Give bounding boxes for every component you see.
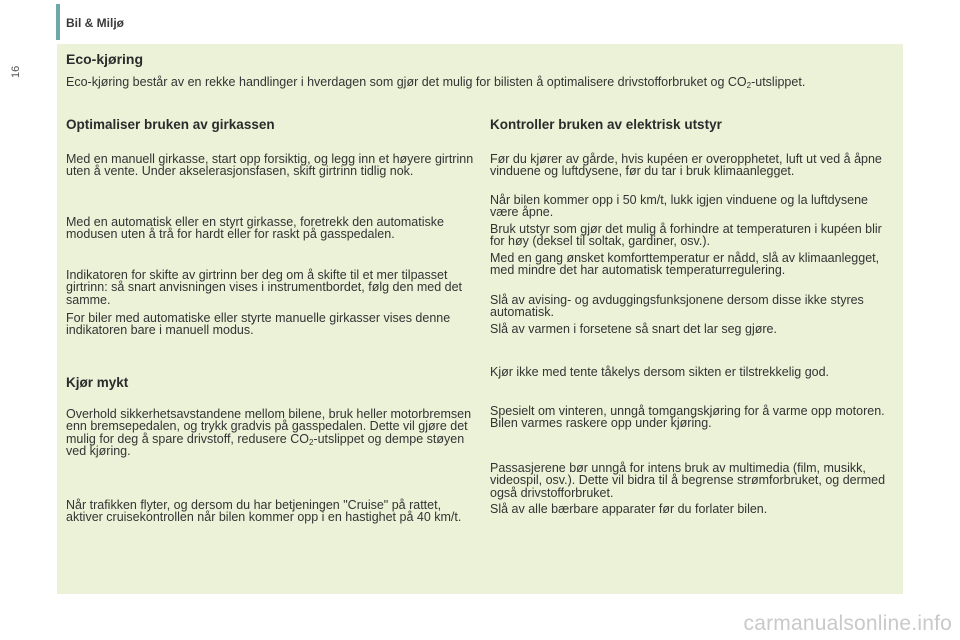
electric-paragraph-portable-devices: Slå av alle bærbare apparater før du forlater bilen. — [490, 502, 768, 516]
gearbox-heading: Optimaliser bruken av girkassen — [66, 117, 275, 132]
page-title: Eco-kjøring — [66, 51, 144, 67]
gearbox-paragraph-automatic: Med en automatisk eller en styrt girkasse, foretrekk den automatiske modusen uten å trå for hardt eller for raskt på gasspedalen. — [66, 215, 444, 242]
gearbox-paragraph-manual-mode: For biler med automatiske eller styrte manuelle girkasser vises denne indikatoren bare i manuell modus. — [66, 311, 451, 338]
smooth-driving-text: Overhold sikkerhetsavstandene mellom bilene, bruk heller motorbremsen enn bremsepedalen, og trykk gradvis på gasspedalen. Dette vil gjøre det mulig for deg å spare drivstoff, redusere CO — [66, 407, 472, 446]
electric-paragraph-windows: Når bilen kommer opp i 50 km/t, lukk igjen vinduene og la luftdysene være åpne. — [490, 193, 868, 220]
smooth-driving-heading: Kjør mykt — [66, 375, 129, 390]
electric-paragraph-seat-heating: Slå av varmen i forsetene så snart det lar seg gjøre. — [490, 322, 777, 336]
electric-paragraph-idling: Spesielt om vinteren, unngå tomgangskjøring for å varme opp motoren. Bilen varmes raskere opp under kjøring. — [490, 404, 885, 431]
electric-paragraph-multimedia: Passasjerene bør unngå for intens bruk av multimedia (film, musikk, videospil, osv.). Dette vil bidra til å begrense strømforbruket, og dermed også drivstofforbruket. — [490, 461, 886, 500]
electric-paragraph-climate: Med en gang ønsket komforttemperatur er nådd, slå av klimaanlegget, med mindre det har automatisk temperaturregulering. — [490, 251, 880, 278]
smooth-driving-text-end: -utslippet og dempe støyen ved kjøring. — [66, 431, 465, 459]
section-accent-bar — [56, 4, 60, 40]
page-number: 16 — [10, 65, 22, 78]
smooth-driving-paragraph — [66, 408, 476, 458]
intro-paragraph — [66, 76, 896, 89]
intro-subscript: 2 — [746, 81, 752, 90]
electric-paragraph-sun-cover: Bruk utstyr som gjør det mulig å forhindre at temperaturen i kupéen blir for høy (deksel til soltak, gardiner, osv.). — [490, 222, 882, 249]
cruise-control-paragraph: Når trafikken flyter, og dersom du har betjeningen "Cruise" på rattet, aktiver cruisekontrollen når bilen kommer opp i en hastighet på 40 km/t. — [66, 498, 462, 525]
electric-paragraph-defrost: Slå av avising- og avduggingsfunksjonene dersom disse ikke styres automatisk. — [490, 293, 864, 320]
section-label: Bil & Miljø — [66, 16, 124, 30]
intro-text-end: -utslippet. — [751, 75, 806, 89]
smooth-driving-subscript: 2 — [308, 437, 314, 447]
intro-text: Eco-kjøring består av en rekke handlinger i hverdagen som gjør det mulig for bilisten å optimalisere drivstofforbruket og CO — [66, 75, 747, 89]
electric-paragraph-fog-lights: Kjør ikke med tente tåkelys dersom sikten er tilstrekkelig god. — [490, 365, 830, 379]
gearbox-paragraph-indicator: Indikatoren for skifte av girtrinn ber deg om å skifte til et mer tilpasset girtrinn: så snart anvisningen vises i instrumentbordet, følg den med det samme. — [66, 268, 463, 307]
electric-equipment-heading: Kontroller bruken av elektrisk utstyr — [490, 117, 722, 132]
watermark: carmanualsonline.info — [743, 612, 952, 635]
gearbox-paragraph-manual: Med en manuell girkasse, start opp forsiktig, og legg inn et høyere girtrinn uten å vente. Under akselerasjonsfasen, skift girtrinn tidlig nok. — [66, 152, 474, 179]
electric-paragraph-ventilate: Før du kjører av gårde, hvis kupéen er overopphetet, luft ut ved å åpne vinduene og luftdysene, før du tar i bruk klimaanlegget. — [490, 152, 882, 179]
